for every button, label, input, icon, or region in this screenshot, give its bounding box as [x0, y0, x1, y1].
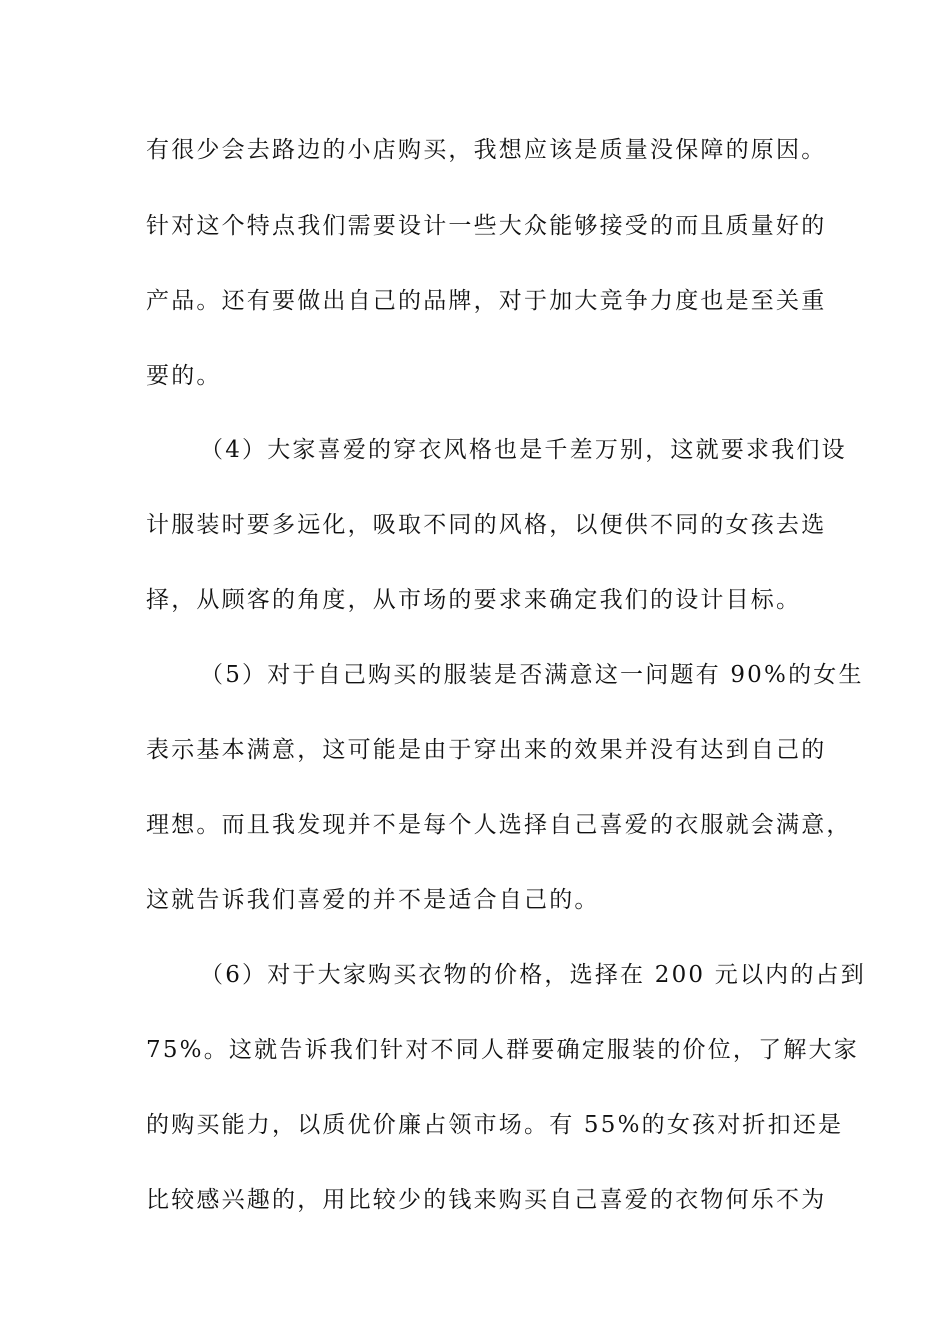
text-line: 表示基本满意，这可能是由于穿出来的效果并没有达到自己的: [146, 737, 827, 763]
text-line: 计服装时要多远化，吸取不同的风格，以便供不同的女孩去选: [146, 512, 827, 538]
text-line: 产品。还有要做出自己的品牌，对于加大竞争力度也是至关重: [146, 288, 827, 314]
paragraph-first-line: （6）对于大家购买衣物的价格，选择在 200 元以内的占到: [200, 962, 866, 988]
text-line: 这就告诉我们喜爱的并不是适合自己的。: [146, 887, 600, 913]
text-line: 择，从顾客的角度，从市场的要求来确定我们的设计目标。: [146, 587, 802, 613]
paragraph-first-line: （5）对于自己购买的服装是否满意这一问题有 90%的女生: [200, 662, 864, 688]
text-line: 75%。这就告诉我们针对不同人群要确定服装的价位，了解大家: [146, 1037, 859, 1063]
text-line: 理想。而且我发现并不是每个人选择自己喜爱的衣服就会满意，: [146, 812, 852, 838]
paragraph-first-line: （4）大家喜爱的穿衣风格也是千差万别，这就要求我们设: [200, 437, 847, 463]
text-line: 的购买能力，以质优价廉占领市场。有 55%的女孩对折扣还是: [146, 1112, 844, 1138]
text-line: 要的。: [146, 363, 222, 389]
text-line: 有很少会去路边的小店购买，我想应该是质量没保障的原因。: [146, 137, 827, 163]
text-line: 比较感兴趣的，用比较少的钱来购买自己喜爱的衣物何乐不为: [146, 1187, 827, 1213]
text-line: 针对这个特点我们需要设计一些大众能够接受的而且质量好的: [146, 213, 827, 239]
